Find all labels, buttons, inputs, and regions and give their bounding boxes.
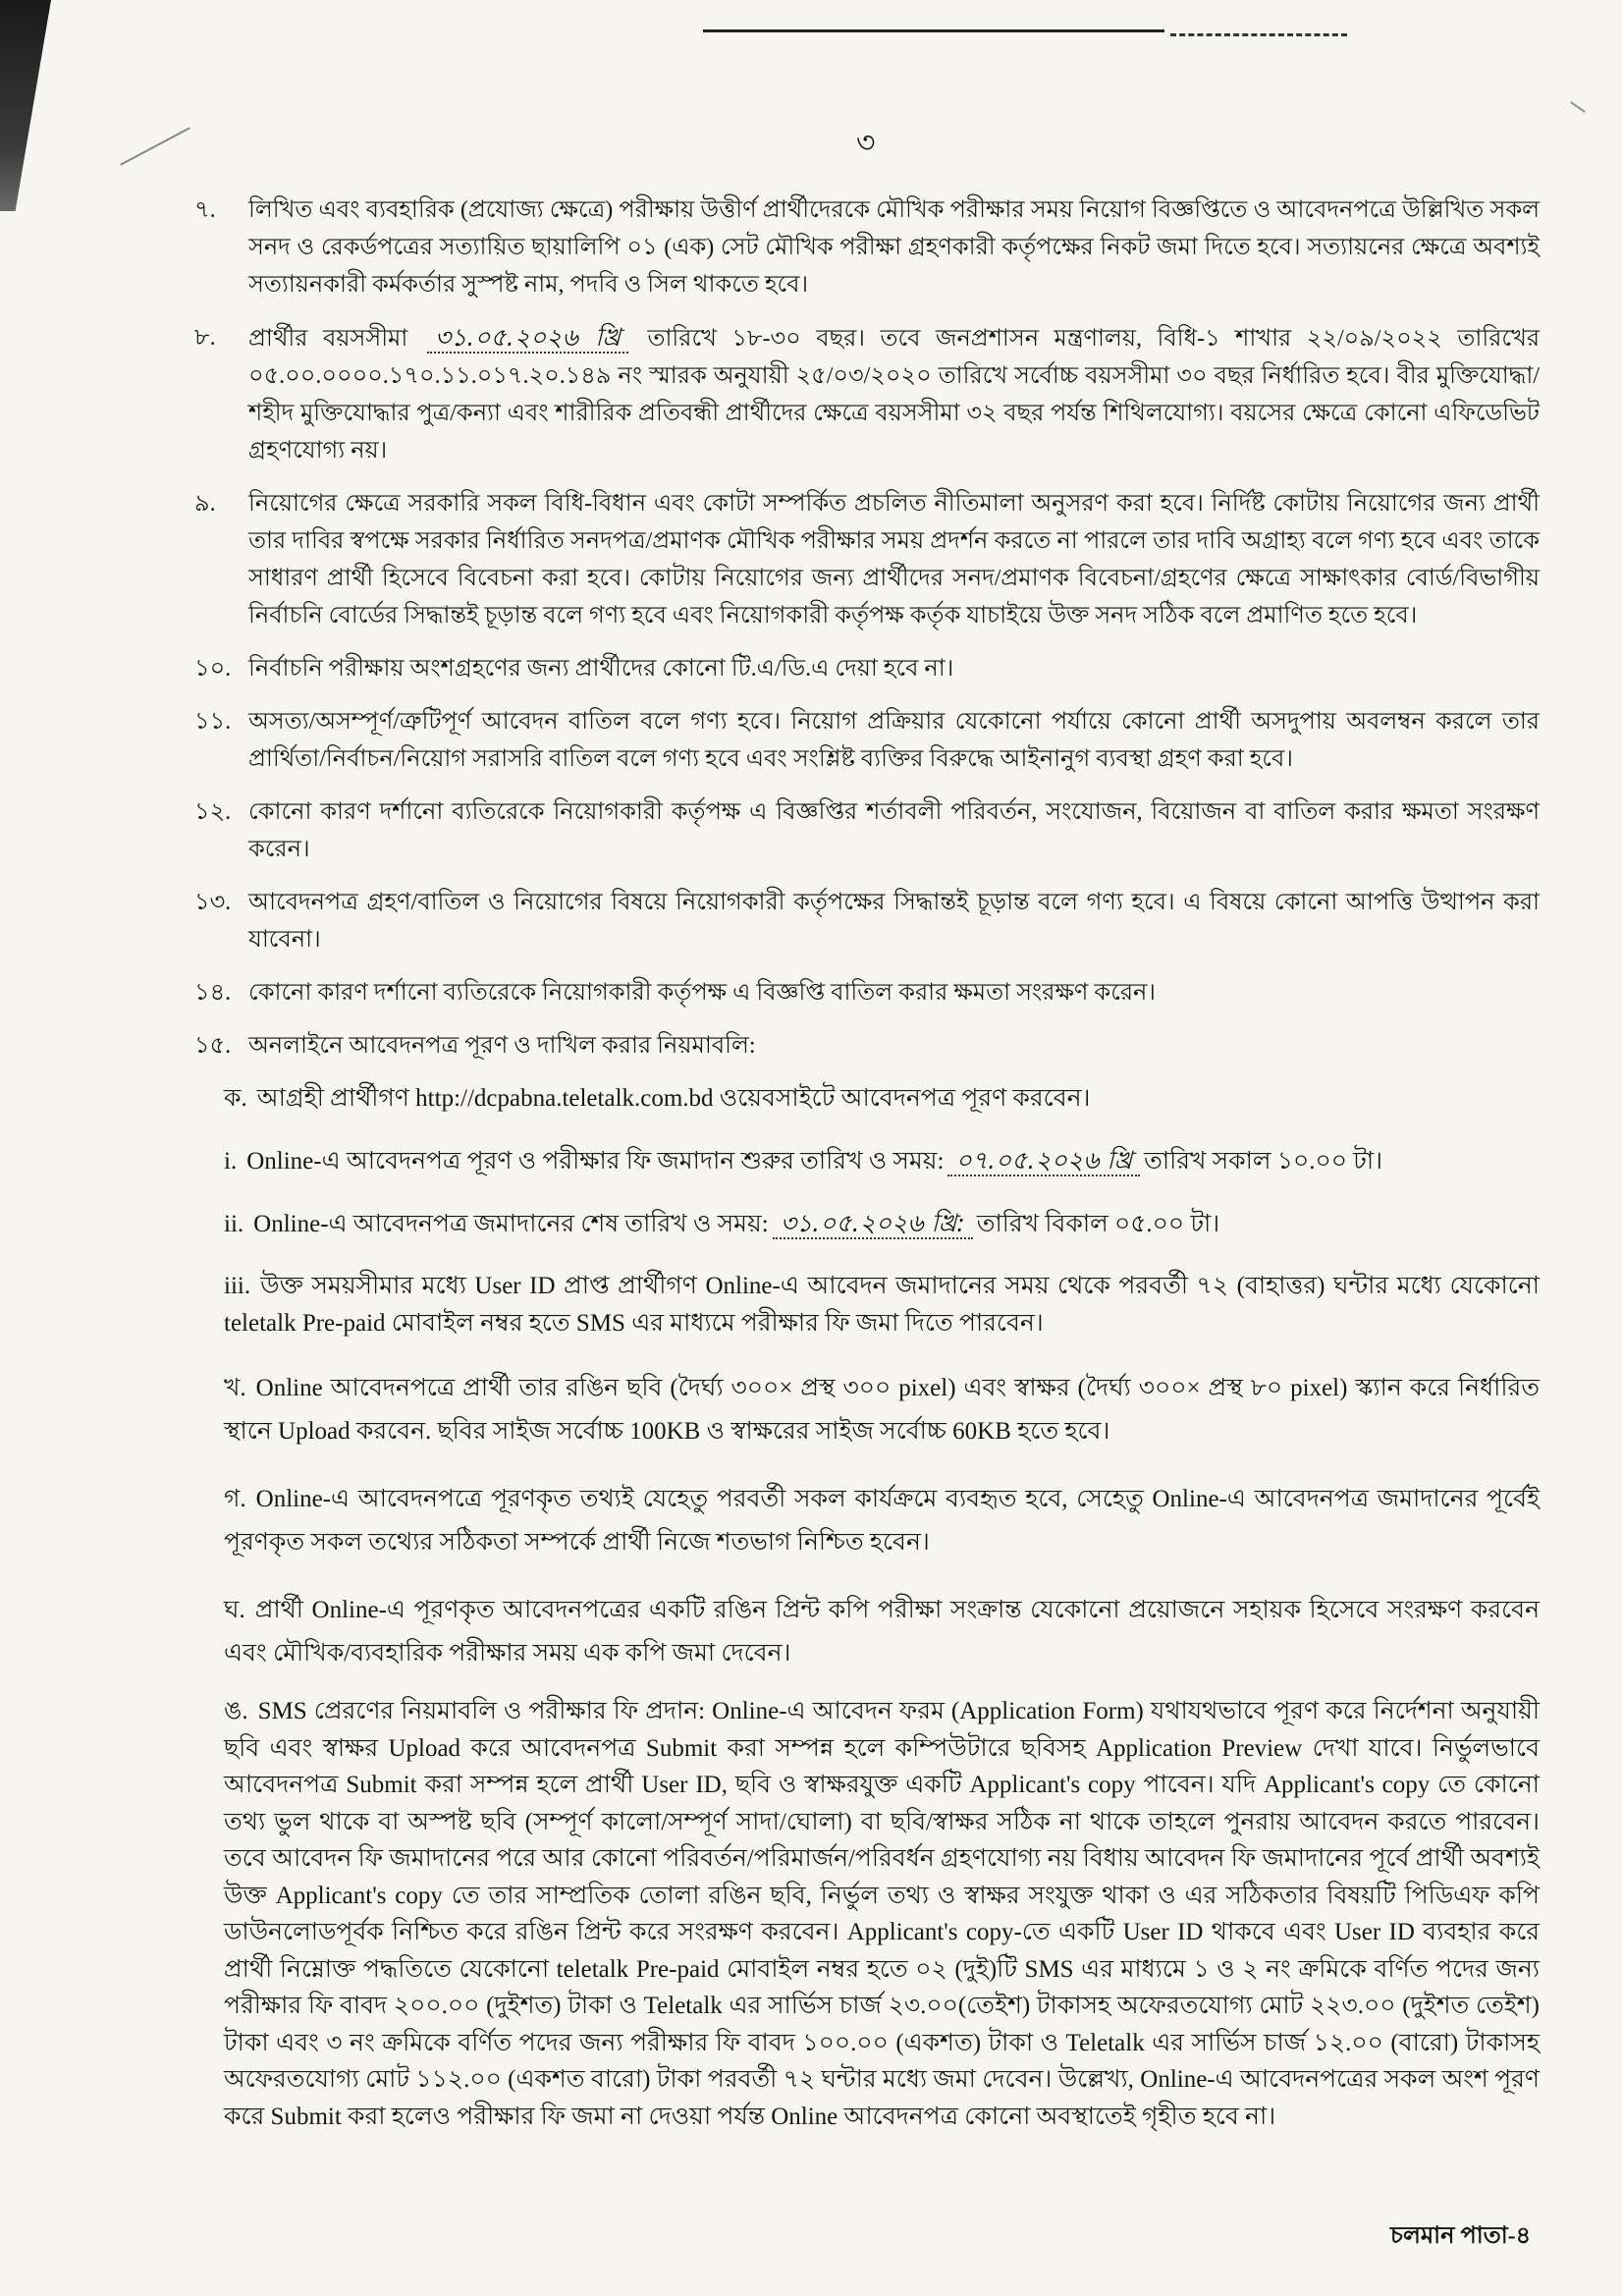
page-number: ৩ [856,127,876,159]
sub-item-text: আগ্রহী প্রার্থীগণ http://dcpabna.teletalk.com.bd ওয়েবসাইটে আবেদনপত্র পূরণ করবেন। [256,1085,1091,1112]
item-number: ১১. [194,709,232,735]
sub-item-gha [224,1589,1540,1675]
item-text: অসত্য/অসম্পূর্ণ/ত্রুটিপূর্ণ আবেদন বাতিল বলে গণ্য হবে। নিয়োগ প্রক্রিয়ার যেকোনো পর্যায়ে কোনো প্রার্থী অসদুপায় অবলম্বন করলে তার প্রার্থিতা/নির্বাচন/নিয়োগ সরাসরি বাতিল বলে গণ্য হবে এবং সংশ্লিষ্ট ব্যক্তির বিরুদ্ধে আইনানুগ ব্যবস্থা গ্রহণ করা হবে। [248,709,1540,772]
item-number: ৭. [194,197,216,223]
item-text: নিয়োগের ক্ষেত্রে সরকারি সকল বিধি-বিধান এবং কোটা সম্পর্কিত প্রচলিত নীতিমালা অনুসরণ করা হবে। নির্দিষ্ট কোটায় নিয়োগের জন্য প্রার্থী তার দাবির স্বপক্ষে সরকার নির্ধারিত সনদপত্র/প্রমাণক মৌখিক পরীক্ষার সময় প্রদর্শন করতে না পারলে তার দাবি অগ্রাহ্য বলে গণ্য হবে এবং তাকে সাধারণ প্রার্থী হিসেবে বিবেচনা করা হবে। কোটায় নিয়োগের জন্য প্রার্থীদের সনদ/প্রমাণক বিবেচনা/গ্রহণের ক্ষেত্রে সাক্ষাৎকার বোর্ড/বিভাগীয় নির্বাচনি বোর্ডের সিদ্ধান্তই চূড়ান্ত বলে গণ্য হবে এবং নিয়োগকারী কর্তৃপক্ষ কর্তৃক যাচাইয়ে উক্ত সনদ সঠিক বলে প্রমাণিত হতে হবে। [248,491,1540,629]
handwritten-age-date: ৩১.০৫.২০২৬ খ্রি [427,323,628,354]
item-number: ১০. [194,656,232,682]
sub-item-label: ঙ. [224,1698,248,1724]
condition-item-12 [194,793,1540,868]
start-date-suffix: তারিখ সকাল ১০.০০ টা। [1144,1148,1383,1175]
scan-mark [1570,101,1586,113]
scan-edge-shadow [0,0,51,211]
conditions-list [194,191,1540,2147]
item-number: ১২. [194,799,232,825]
item-text: অনলাইনে আবেদনপত্র পূরণ ও দাখিল করার নিয়মাবলি: [248,1033,756,1059]
sub-item-ka [224,1080,1540,1118]
item-number: ১৩. [194,890,232,915]
sub-item-label: ii. [224,1211,244,1237]
item-text: কোনো কারণ দর্শানো ব্যতিরেকে নিয়োগকারী কর্তৃপক্ষ এ বিজ্ঞপ্তির শর্তাবলী পরিবর্তন, সংযোজন, বিয়োজন বা বাতিল করার ক্ষমতা সংরক্ষণ করেন। [248,799,1540,862]
handwritten-start-date: ০৭.০৫.২০২৬ খ্রি [947,1146,1140,1176]
sub-item-ii [224,1205,1540,1243]
condition-item-14 [194,974,1540,1011]
age-limit-prefix: প্রার্থীর বয়সসীমা [248,326,408,352]
end-date-suffix: তারিখ বিকাল ০৫.০০ টা। [976,1211,1220,1237]
item-number: ১৫. [194,1033,232,1059]
item-number: ৮. [194,325,216,351]
sub-item-label: i. [224,1148,238,1175]
condition-item-13 [194,884,1540,958]
sub-item-text: SMS প্রেরণের নিয়মাবলি ও পরীক্ষার ফি প্রদান: Online-এ আবেদন ফরম (Application Form) যথাযথভাবে পূরণ করে নির্দেশনা অনুযায়ী ছবি এবং স্বাক্ষর Upload করে আবেদনপত্র Submit করা সম্পন্ন হলে কম্পিউটারে ছবিসহ Application Preview দেখা যাবে। নির্ভুলভাবে আবেদনপত্র Submit করা সম্পন্ন হলে প্রার্থী User ID, ছবি ও স্বাক্ষরযুক্ত একটি Applicant's copy পাবেন। যদি Applicant's copy তে কোনো তথ্য ভুল থাকে বা অস্পষ্ট ছবি (সম্পূর্ণ কালো/সম্পূর্ণ সাদা/ঘোলা) বা ছবি/স্বাক্ষর সঠিক না থাকে তাহলে পুনরায় আবেদন করতে পারবেন। তবে আবেদন ফি জমাদানের পরে আর কোনো পরিবর্তন/পরিমার্জন/পরিবর্ধন গ্রহণযোগ্য নয় বিধায় আবেদন ফি জমাদানের পূর্বে প্রার্থী অবশ্যই উক্ত Applicant's copy তে তার সাম্প্রতিক তোলা রঙিন ছবি, নির্ভুল তথ্য ও স্বাক্ষর সংযুক্ত থাকা ও এর সঠিকতার বিষয়টি পিডিএফ কপি ডাউনলোডপূর্বক নিশ্চিত করে রঙিন প্রিন্ট করে সংরক্ষণ করবেন। Applicant's copy-তে একটি User ID থাকবে এবং User ID ব্যবহার করে প্রার্থী নিম্নোক্ত পদ্ধতিতে যেকোনো teletalk Pre-paid মোবাইল নম্বর হতে ০২ (দুই)টি SMS এর মাধ্যমে ১ ও ২ নং ক্রমিকে বর্ণিত পদের জন্য পরীক্ষার ফি বাবদ ২০০.০০ (দুইশত) টাকা ও Teletalk এর সার্ভিস চার্জ ২৩.০০(তেইশ) টাকাসহ অফেরতযোগ্য মোট ২২৩.০০ (দুইশত তেইশ) টাকা এবং ৩ নং ক্রমিকে বর্ণিত পদের জন্য পরীক্ষার ফি বাবদ ১০০.০০ (একশত) টাকা ও Teletalk এর সার্ভিস চার্জ ১২.০০ (বারো) টাকাসহ অফেরতযোগ্য মোট ১১২.০০ (একশত বারো) টাকা পরবর্তী ৭২ ঘন্টার মধ্যে জমা দেবেন। উল্লেখ্য, Online-এ আবেদনপত্রের সকল অংশ পূরণ করে Submit করা হলেও পরীক্ষার ফি জমা না দেওয়া পর্যন্ত Online আবেদনপত্র কোনো অবস্থাতেই গৃহীত হবে না। [224,1698,1540,2130]
sub-item-iii [224,1268,1540,1342]
top-rule-dash [1170,33,1347,36]
sub-item-ga [224,1478,1540,1564]
sub-item-label: iii. [224,1273,251,1299]
item-text: আবেদনপত্র গ্রহণ/বাতিল ও নিয়োগের বিষয়ে নিয়োগকারী কর্তৃপক্ষের সিদ্ধান্তই চূড়ান্ত বলে গণ্য হবে। এ বিষয়ে কোনো আপত্তি উত্থাপন করা যাবেনা। [248,890,1540,953]
item-text: নির্বাচনি পরীক্ষায় অংশগ্রহণের জন্য প্রার্থীদের কোনো টি.এ/ডি.এ দেয়া হবে না। [248,656,954,682]
sub-item-label: ক. [224,1085,247,1112]
item-number: ১৪. [194,980,232,1006]
condition-item-10 [194,650,1540,687]
sub-item-uma [224,1693,1540,2135]
sub-item-label: গ. [224,1486,246,1512]
sub-item-text: উক্ত সময়সীমার মধ্যে User ID প্রাপ্ত প্রার্থীগণ Online-এ আবেদন জমাদানের সময় থেকে পরবর্তী ৭২ (বাহাত্তর) ঘন্টার মধ্যে যেকোনো teletalk Pre-paid মোবাইল নম্বর হতে SMS এর মাধ্যমে পরীক্ষার ফি জমা দিতে পারবেন। [224,1273,1540,1337]
sub-item-label: ঘ. [224,1597,245,1623]
continued-page-note: চলমান পাতা-৪ [1390,2223,1532,2249]
condition-item-11 [194,703,1540,778]
condition-item-8 [194,319,1540,469]
item-text: কোনো কারণ দর্শানো ব্যতিরেকে নিয়োগকারী কর্তৃপক্ষ এ বিজ্ঞপ্তি বাতিল করার ক্ষমতা সংরক্ষণ করেন। [248,980,1156,1006]
condition-item-15 [194,1027,1540,1065]
sub-item-i [224,1142,1540,1180]
sub-item-text: Online-এ আবেদনপত্রে পূরণকৃত তথ্যই যেহেতু পরবর্তী সকল কার্যক্রমে ব্যবহৃত হবে, সেহেতু Online-এ আবেদনপত্র জমাদানের পূর্বেই পূরণকৃত সকল তথ্যের সঠিকতা সম্পর্কে প্রার্থী নিজে শতভাগ নিশ্চিত হবেন। [224,1486,1540,1556]
sub-item-text: প্রার্থী Online-এ পূরণকৃত আবেদনপত্রের একটি রঙিন প্রিন্ট কপি পরীক্ষা সংক্রান্ত যেকোনো প্রয়োজনে সহায়ক হিসেবে সংরক্ষণ করবেন এবং মৌখিক/ব্যবহারিক পরীক্ষার সময় এক কপি জমা দেবেন। [224,1597,1540,1667]
top-rule-line [703,29,1164,32]
condition-item-9 [194,485,1540,634]
item-text: লিখিত এবং ব্যবহারিক (প্রযোজ্য ক্ষেত্রে) পরীক্ষায় উত্তীর্ণ প্রার্থীদেরকে মৌখিক পরীক্ষার সময় নিয়োগ বিজ্ঞপ্তিতে ও আবেদনপত্রে উল্লিখিত সকল সনদ ও রেকর্ডপত্রের সত্যায়িত ছায়ালিপি ০১ (এক) সেট মৌখিক পরীক্ষা গ্রহণকারী কর্তৃপক্ষের নিকট জমা দিতে হবে। সত্যায়নের ক্ষেত্রে অবশ্যই সত্যায়নকারী কর্মকর্তার সুস্পষ্ট নাম, পদবি ও সিল থাকতে হবে। [248,197,1540,298]
item-text [248,319,1540,469]
handwritten-end-date: ৩১.০৫.২০২৬ খ্রি: [773,1209,973,1239]
condition-item-7 [194,191,1540,303]
sub-item-kha [224,1367,1540,1453]
item-number: ৯. [194,491,216,517]
age-limit-suffix: তারিখে ১৮-৩০ বছর। তবে জনপ্রশাসন মন্ত্রণালয়, বিধি-১ শাখার ২২/০৯/২০২২ তারিখের ০৫.০০.০০০০.১৭০.১১.০১৭.২০.১৪৯ নং স্মারক অনুযায়ী ২৫/০৩/২০২০ তারিখে সর্বোচ্চ বয়সসীমা ৩০ বছর নির্ধারিত হবে। বীর মুক্তিযোদ্ধা/শহীদ মুক্তিযোদ্ধার পুত্র/কন্যা এবং শারীরিক প্রতিবন্ধী প্রার্থীদের ক্ষেত্রে বয়সসীমা ৩২ বছর পর্যন্ত শিথিলযোগ্য। বয়সের ক্ষেত্রে কোনো এফিডেভিট গ্রহণযোগ্য নয়। [248,326,1541,464]
sub-item-text: Online আবেদনপত্রে প্রার্থী তার রঙিন ছবি (দৈর্ঘ্য ৩০০× প্রস্থ ৩০০ pixel) এবং স্বাক্ষর (দৈর্ঘ্য ৩০০× প্রস্থ ৮০ pixel) স্ক্যান করে নির্ধারিত স্থানে Upload করবেন. ছবির সাইজ সর্বোচ্চ 100KB ও স্বাক্ষরের সাইজ সর্বোচ্চ 60KB হতে হবে। [224,1375,1540,1445]
end-date-prefix: Online-এ আবেদনপত্র জমাদানের শেষ তারিখ ও সময়: [253,1211,769,1237]
scan-mark [120,127,190,165]
start-date-prefix: Online-এ আবেদনপত্র পূরণ ও পরীক্ষার ফি জমাদান শুরুর তারিখ ও সময়: [246,1148,945,1175]
sub-item-label: খ. [224,1375,246,1401]
